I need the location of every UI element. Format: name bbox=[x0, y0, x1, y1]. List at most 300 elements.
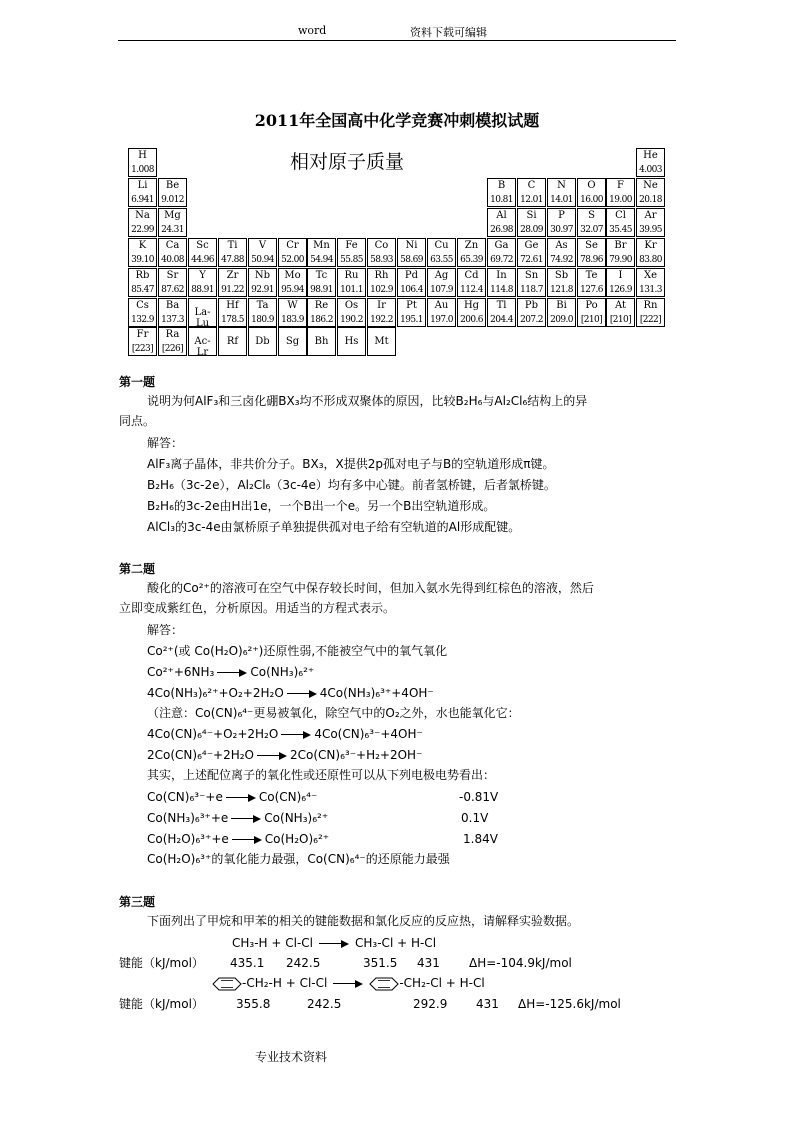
element-cell-b bbox=[487, 178, 516, 207]
eq3-right: 4Co(CN)₆³⁻+4OH⁻ bbox=[314, 727, 423, 741]
element-mass: 114.8 bbox=[490, 285, 513, 295]
element-cell-w bbox=[278, 298, 307, 327]
element-mass: 112.4 bbox=[460, 285, 483, 295]
potential-row-1 bbox=[147, 790, 317, 804]
element-mass: 126.9 bbox=[609, 285, 632, 295]
element-mass: 200.6 bbox=[460, 315, 483, 325]
potential-value-2: 0.1V bbox=[461, 811, 489, 825]
element-mass: 207.2 bbox=[520, 315, 543, 325]
element-mass: 137.3 bbox=[161, 315, 184, 325]
element-cell-bi bbox=[547, 298, 576, 327]
element-symbol: Li bbox=[137, 180, 148, 191]
reaction-1-left: CH₃-H + Cl-Cl bbox=[232, 936, 314, 950]
q2-question-line-1: 酸化的Co²⁺的溶液可在空气中保存较长时间，但加入氨水先得到红棕色的溶液，然后 bbox=[147, 581, 594, 595]
eq2-left: 4Co(NH₃)₆²⁺+O₂+2H₂O bbox=[147, 686, 284, 700]
q2-equation-3 bbox=[147, 727, 423, 741]
element-symbol: Si bbox=[526, 210, 537, 221]
element-symbol: Au bbox=[434, 300, 449, 311]
q2-note: （注意：Co(CN)₆⁴⁻更易被氧化，除空气中的O₂之外，水也能氧化它： bbox=[147, 706, 520, 720]
element-mass: 74.92 bbox=[550, 255, 573, 265]
element-mass: 186.2 bbox=[310, 315, 333, 325]
element-symbol: Ti bbox=[227, 240, 238, 251]
element-mass: 183.9 bbox=[281, 315, 304, 325]
q2-answer-line-1: Co²⁺(或 Co(H₂O)₆²⁺)还原性弱,不能被空气中的氧气氧化 bbox=[147, 644, 448, 658]
element-mass: 44.96 bbox=[191, 255, 214, 265]
element-cell-rf bbox=[218, 327, 247, 356]
element-mass: 4.003 bbox=[639, 165, 662, 175]
q2-answer-line-3: Co(H₂O)₆³⁺的氧化能力最强，Co(CN)₆⁴⁻的还原能力最强 bbox=[147, 852, 450, 866]
element-cell-au bbox=[427, 298, 456, 327]
element-cell-ga bbox=[487, 238, 516, 267]
element-mass: 78.96 bbox=[580, 255, 603, 265]
element-symbol: Bi bbox=[556, 300, 567, 311]
periodic-table bbox=[128, 148, 668, 358]
element-cell-te bbox=[577, 268, 606, 297]
element-symbol: Na bbox=[135, 210, 150, 221]
element-cell-hg bbox=[457, 298, 486, 327]
element-symbol: Re bbox=[314, 300, 329, 311]
q1-question-line-1: 说明为何AlF₃和三卤化硼BX₃均不形成双聚体的原因，比较B₂H₆与Al₂Cl₆结构上的异 bbox=[147, 394, 588, 408]
element-mass: 20.18 bbox=[639, 195, 662, 205]
potential-right: Co(NH₃)₆²⁺ bbox=[264, 811, 329, 825]
element-cell-bh bbox=[307, 327, 336, 356]
element-symbol: As bbox=[555, 240, 568, 251]
element-cell-sr bbox=[158, 268, 187, 297]
element-mass: 12.01 bbox=[520, 195, 543, 205]
element-cell-fe bbox=[337, 238, 366, 267]
bond-energy-1a: 435.1 bbox=[230, 956, 265, 970]
reaction-1-right: CH₃-Cl + H-Cl bbox=[355, 936, 437, 950]
element-symbol: He bbox=[643, 150, 658, 161]
element-mass: 30.97 bbox=[550, 225, 573, 235]
potential-row-2 bbox=[147, 811, 328, 825]
element-cell-p bbox=[547, 208, 576, 237]
element-cell-po bbox=[577, 298, 606, 327]
element-mass: 39.95 bbox=[639, 225, 662, 235]
element-cell-in bbox=[487, 268, 516, 297]
element-symbol: Ar bbox=[644, 210, 657, 221]
element-mass: [210] bbox=[609, 315, 632, 325]
element-cell-ne bbox=[636, 178, 665, 207]
element-cell-se bbox=[577, 238, 606, 267]
element-cell-ni bbox=[397, 238, 426, 267]
element-symbol: Sb bbox=[554, 270, 569, 281]
bond-energy-2a: 355.8 bbox=[236, 997, 271, 1011]
element-cell-co bbox=[367, 238, 396, 267]
q2-equation-4 bbox=[147, 748, 422, 762]
element-symbol: H bbox=[138, 150, 147, 161]
bond-energy-label-1: 键能（kJ/mol） bbox=[119, 956, 204, 970]
bond-energy-1c: 351.5 bbox=[363, 956, 398, 970]
element-symbol: V bbox=[258, 240, 267, 251]
element-cell-cr bbox=[278, 238, 307, 267]
element-cell-o bbox=[577, 178, 606, 207]
element-symbol: K bbox=[138, 240, 147, 251]
element-symbol: Sg bbox=[285, 336, 300, 347]
element-symbol: Ge bbox=[524, 240, 539, 251]
reaction-2-left: -CH₂-H + Cl-Cl bbox=[242, 976, 328, 990]
element-cell-k bbox=[128, 238, 157, 267]
element-symbol: Rb bbox=[135, 270, 150, 281]
element-mass: 91.22 bbox=[221, 285, 244, 295]
bond-energy-2c: 292.9 bbox=[413, 997, 448, 1011]
arrow-right-icon bbox=[257, 752, 287, 760]
element-cell-v bbox=[248, 238, 277, 267]
benzene-ring-icon bbox=[212, 977, 242, 991]
element-cell-y bbox=[188, 268, 217, 297]
element-symbol: Rn bbox=[643, 300, 658, 311]
element-cell-sg bbox=[278, 327, 307, 356]
potential-right: Co(H₂O)₆²⁺ bbox=[264, 832, 330, 846]
element-cell-ta bbox=[248, 298, 277, 327]
element-mass: 9.012 bbox=[161, 195, 184, 205]
element-cell-rb bbox=[128, 268, 157, 297]
element-mass: 55.85 bbox=[340, 255, 363, 265]
q3-reaction-2 bbox=[212, 976, 485, 991]
element-mass: 39.10 bbox=[131, 255, 154, 265]
element-symbol: Cl bbox=[615, 210, 626, 221]
element-symbol: Ac-Lr bbox=[194, 336, 211, 356]
bond-energy-label-2: 键能（kJ/mol） bbox=[119, 997, 204, 1011]
element-cell-pb bbox=[517, 298, 546, 327]
element-cell-h bbox=[128, 148, 157, 177]
element-mass: 83.80 bbox=[639, 255, 662, 265]
header-rule bbox=[118, 40, 676, 41]
element-symbol: Hs bbox=[344, 336, 359, 347]
element-mass: 47.88 bbox=[221, 255, 244, 265]
element-symbol: La-Lu bbox=[194, 307, 211, 327]
element-symbol: In bbox=[496, 270, 507, 281]
element-mass: 79.90 bbox=[609, 255, 632, 265]
element-cell-rn bbox=[636, 298, 665, 327]
element-cell-re bbox=[307, 298, 336, 327]
element-cell-be bbox=[158, 178, 187, 207]
bond-energy-1d: 431 bbox=[417, 956, 440, 970]
element-mass: 54.94 bbox=[310, 255, 333, 265]
element-symbol: Al bbox=[496, 210, 507, 221]
element-cell-xe bbox=[636, 268, 665, 297]
element-mass: 22.99 bbox=[131, 225, 154, 235]
element-symbol: Sc bbox=[196, 240, 209, 251]
bond-energy-2d: 431 bbox=[476, 997, 499, 1011]
element-cell-sc bbox=[188, 238, 217, 267]
element-symbol: Db bbox=[255, 336, 270, 347]
element-cell-ra bbox=[158, 327, 187, 356]
element-mass: 52.00 bbox=[281, 255, 304, 265]
element-mass: 209.0 bbox=[550, 315, 573, 325]
q2-answer-line-2: 其实，上述配位离子的氧化性或还原性可以从下列电极电势看出： bbox=[147, 768, 496, 782]
potential-value-3: 1.84V bbox=[463, 832, 498, 846]
element-symbol: Kr bbox=[644, 240, 657, 251]
element-cell-i bbox=[606, 268, 635, 297]
element-mass: 24.31 bbox=[161, 225, 184, 235]
element-symbol: Be bbox=[165, 180, 180, 191]
element-symbol: Ag bbox=[434, 270, 449, 281]
element-mass: 87.62 bbox=[161, 285, 184, 295]
page-title: 2011年全国高中化学竞赛冲刺模拟试题 bbox=[254, 111, 540, 130]
element-cell-hf bbox=[218, 298, 247, 327]
element-cell-os bbox=[337, 298, 366, 327]
element-mass: 63.55 bbox=[430, 255, 453, 265]
element-mass: 72.61 bbox=[520, 255, 543, 265]
element-cell-rh bbox=[367, 268, 396, 297]
element-symbol: Hg bbox=[463, 300, 480, 311]
element-cell-ti bbox=[218, 238, 247, 267]
q2-answer-label: 解答： bbox=[147, 623, 184, 637]
arrow-right-icon bbox=[231, 815, 261, 823]
element-mass: 88.91 bbox=[191, 285, 214, 295]
element-symbol: Mn bbox=[313, 240, 330, 251]
element-cell-zn bbox=[457, 238, 486, 267]
element-mass: 192.2 bbox=[370, 315, 393, 325]
element-symbol: N bbox=[557, 180, 566, 191]
header-left: word bbox=[298, 24, 327, 37]
enthalpy-1: ΔH=-104.9kJ/mol bbox=[469, 956, 572, 970]
q1-answer-label: 解答： bbox=[147, 436, 184, 450]
element-cell-mo bbox=[278, 268, 307, 297]
element-symbol: Bh bbox=[314, 336, 329, 347]
element-symbol: Ni bbox=[405, 240, 418, 251]
element-symbol: Zr bbox=[226, 270, 239, 281]
element-mass: 65.39 bbox=[460, 255, 483, 265]
element-symbol: Mo bbox=[284, 270, 301, 281]
element-cell-nb bbox=[248, 268, 277, 297]
periodic-table-title: 相对原子质量 bbox=[290, 151, 405, 173]
element-cell-kr bbox=[636, 238, 665, 267]
element-mass: 92.91 bbox=[251, 285, 274, 295]
potential-left: Co(NH₃)₆³⁺+e bbox=[147, 811, 229, 825]
element-cell-f bbox=[606, 178, 635, 207]
element-symbol: Se bbox=[585, 240, 598, 251]
element-mass: 50.94 bbox=[251, 255, 274, 265]
element-cell-ru bbox=[337, 268, 366, 297]
element-symbol: I bbox=[618, 270, 623, 281]
arrow-right-icon bbox=[333, 980, 363, 988]
q1-heading: 第一题 bbox=[119, 375, 156, 389]
element-mass: 190.2 bbox=[340, 315, 363, 325]
bond-energy-1b: 242.5 bbox=[286, 956, 321, 970]
element-symbol: Rf bbox=[226, 336, 239, 347]
arrow-right-icon bbox=[217, 669, 247, 677]
element-symbol: Nb bbox=[254, 270, 271, 281]
element-symbol: Fr bbox=[136, 329, 149, 340]
element-symbol: Ca bbox=[165, 240, 180, 251]
potential-left: Co(H₂O)₆³⁺+e bbox=[147, 832, 229, 846]
element-mass: 26.98 bbox=[490, 225, 513, 235]
potential-value-1: -0.81V bbox=[459, 790, 499, 804]
element-mass: 16.00 bbox=[580, 195, 603, 205]
element-mass: 197.0 bbox=[430, 315, 453, 325]
element-symbol: Zn bbox=[464, 240, 479, 251]
element-cell-li bbox=[128, 178, 157, 207]
element-mass: 35.45 bbox=[609, 225, 632, 235]
arrow-right-icon bbox=[319, 940, 349, 948]
element-cell-ba bbox=[158, 298, 187, 327]
element-mass: 85.47 bbox=[131, 285, 154, 295]
q1-answer-line-1: AlF₃离子晶体，非共价分子。BX₃，X提供2p孤对电子与B的空轨道形成π键。 bbox=[147, 457, 555, 471]
element-cell-la-lu bbox=[188, 298, 217, 327]
element-mass: 1.008 bbox=[131, 165, 154, 175]
element-cell-ag bbox=[427, 268, 456, 297]
element-cell-at bbox=[606, 298, 635, 327]
element-symbol: Sn bbox=[524, 270, 539, 281]
element-mass: 14.01 bbox=[550, 195, 573, 205]
element-mass: [226] bbox=[161, 344, 184, 354]
element-cell-pd bbox=[397, 268, 426, 297]
element-cell-s bbox=[577, 208, 606, 237]
header-right: 资料下载可编辑 bbox=[410, 26, 487, 39]
element-mass: 69.72 bbox=[490, 255, 513, 265]
element-cell-mg bbox=[158, 208, 187, 237]
element-mass: 98.91 bbox=[310, 285, 333, 295]
element-mass: 107.9 bbox=[430, 285, 453, 295]
element-cell-ca bbox=[158, 238, 187, 267]
element-mass: 19.00 bbox=[609, 195, 632, 205]
element-cell-cu bbox=[427, 238, 456, 267]
element-cell-cl bbox=[606, 208, 635, 237]
element-mass: 58.69 bbox=[400, 255, 423, 265]
element-mass: 127.6 bbox=[580, 285, 603, 295]
q3-reaction-1 bbox=[232, 936, 436, 950]
element-symbol: Pd bbox=[404, 270, 419, 281]
element-symbol: Ba bbox=[165, 300, 180, 311]
element-symbol: B bbox=[497, 180, 506, 191]
element-symbol: Pb bbox=[524, 300, 539, 311]
element-cell-zr bbox=[218, 268, 247, 297]
eq2-right: 4Co(NH₃)₆³⁺+4OH⁻ bbox=[319, 686, 434, 700]
element-cell-db bbox=[248, 327, 277, 356]
potential-right: Co(CN)₆⁴⁻ bbox=[258, 790, 318, 804]
element-symbol: Tc bbox=[315, 270, 328, 281]
element-cell-pt bbox=[397, 298, 426, 327]
element-mass: [210] bbox=[580, 315, 603, 325]
element-mass: 118.7 bbox=[520, 285, 543, 295]
potential-left: Co(CN)₆³⁻+e bbox=[147, 790, 223, 804]
element-mass: 178.5 bbox=[221, 315, 244, 325]
element-symbol: At bbox=[614, 300, 627, 311]
element-cell-as bbox=[547, 238, 576, 267]
element-symbol: Ga bbox=[494, 240, 509, 251]
element-cell-ir bbox=[367, 298, 396, 327]
element-mass: 32.07 bbox=[580, 225, 603, 235]
element-symbol: W bbox=[287, 300, 298, 311]
eq3-left: 4Co(CN)₆⁴⁻+O₂+2H₂O bbox=[147, 727, 279, 741]
element-symbol: Sr bbox=[166, 270, 179, 281]
eq4-right: 2Co(CN)₆³⁻+H₂+2OH⁻ bbox=[290, 748, 423, 762]
arrow-right-icon bbox=[232, 836, 262, 844]
element-symbol: Ir bbox=[377, 300, 386, 311]
element-mass: 40.08 bbox=[161, 255, 184, 265]
element-cell-fr bbox=[128, 327, 157, 356]
q1-answer-line-4: AlCl₃的3c-4e由氯桥原子单独提供孤对电子给有空轨道的Al形成配键。 bbox=[147, 520, 521, 534]
element-cell-cd bbox=[457, 268, 486, 297]
element-symbol: Pt bbox=[406, 300, 417, 311]
element-mass: 121.8 bbox=[550, 285, 573, 295]
element-symbol: Po bbox=[585, 300, 598, 311]
q3-question: 下面列出了甲烷和甲苯的相关的键能数据和氯化反应的反应热，请解释实验数据。 bbox=[147, 914, 580, 928]
element-cell-he bbox=[636, 148, 665, 177]
element-cell-sb bbox=[547, 268, 576, 297]
arrow-right-icon bbox=[281, 731, 311, 739]
element-cell-tl bbox=[487, 298, 516, 327]
benzene-ring-icon bbox=[369, 977, 399, 991]
element-symbol: Cd bbox=[464, 270, 479, 281]
element-symbol: Ru bbox=[344, 270, 359, 281]
element-symbol: Rh bbox=[374, 270, 389, 281]
element-cell-cs bbox=[128, 298, 157, 327]
q1-answer-line-3: B₂H₆的3c-2e由H出1e，一个B出一个e。另一个B出空轨道形成。 bbox=[147, 499, 496, 513]
q2-equation-1 bbox=[147, 665, 314, 679]
element-cell-sn bbox=[517, 268, 546, 297]
element-symbol: Ta bbox=[256, 300, 269, 311]
element-mass: [223] bbox=[131, 344, 154, 354]
eq1-right: Co(NH₃)₆²⁺ bbox=[250, 665, 315, 679]
element-cell-si bbox=[517, 208, 546, 237]
element-mass: 195.1 bbox=[400, 315, 423, 325]
potential-row-3 bbox=[147, 832, 329, 846]
element-cell-mn bbox=[307, 238, 336, 267]
element-symbol: Fe bbox=[345, 240, 358, 251]
element-mass: [222] bbox=[639, 315, 662, 325]
bond-energy-2b: 242.5 bbox=[307, 997, 342, 1011]
element-mass: 102.9 bbox=[370, 285, 393, 295]
element-symbol: Ne bbox=[643, 180, 658, 191]
enthalpy-2: ΔH=-125.6kJ/mol bbox=[518, 997, 621, 1011]
element-symbol: Te bbox=[585, 270, 598, 281]
element-symbol: Cs bbox=[136, 300, 149, 311]
q2-equation-2 bbox=[147, 686, 434, 700]
q3-heading: 第三题 bbox=[119, 895, 156, 909]
element-symbol: Cr bbox=[286, 240, 299, 251]
footer: 专业技术资料 bbox=[255, 1050, 328, 1064]
element-symbol: Cu bbox=[434, 240, 449, 251]
element-cell-na bbox=[128, 208, 157, 237]
element-mass: 101.1 bbox=[340, 285, 363, 295]
element-cell-al bbox=[487, 208, 516, 237]
element-mass: 204.4 bbox=[490, 315, 513, 325]
element-cell-hs bbox=[337, 327, 366, 356]
element-cell-ac-lr bbox=[188, 327, 217, 356]
arrow-right-icon bbox=[287, 690, 317, 698]
element-symbol: Hf bbox=[226, 300, 239, 311]
element-symbol: F bbox=[617, 180, 624, 191]
element-mass: 95.94 bbox=[281, 285, 304, 295]
element-symbol: Ra bbox=[165, 329, 180, 340]
eq1-left: Co²⁺+6NH₃ bbox=[147, 665, 215, 679]
element-mass: 131.3 bbox=[639, 285, 662, 295]
element-cell-ar bbox=[636, 208, 665, 237]
q1-answer-line-2: B₂H₆（3c-2e），Al₂Cl₆（3c-4e）均有多中心键。前者氢桥键，后者氯桥键。 bbox=[147, 478, 556, 492]
element-mass: 132.9 bbox=[131, 315, 154, 325]
element-cell-tc bbox=[307, 268, 336, 297]
element-symbol: Tl bbox=[496, 300, 507, 311]
element-symbol: Co bbox=[374, 240, 389, 251]
element-cell-c bbox=[517, 178, 546, 207]
eq4-left: 2Co(CN)₆⁴⁻+2H₂O bbox=[147, 748, 254, 762]
element-cell-ge bbox=[517, 238, 546, 267]
q1-question-line-2: 同点。 bbox=[119, 414, 156, 428]
element-symbol: Mt bbox=[374, 336, 389, 347]
element-symbol: Os bbox=[344, 300, 359, 311]
element-symbol: C bbox=[527, 180, 536, 191]
element-mass: 10.81 bbox=[490, 195, 513, 205]
element-symbol: Mg bbox=[164, 210, 181, 221]
q2-heading: 第二题 bbox=[119, 562, 156, 576]
element-symbol: Y bbox=[199, 270, 206, 281]
element-symbol: S bbox=[588, 210, 595, 221]
element-mass: 28.09 bbox=[520, 225, 543, 235]
q2-question-line-2: 立即变成紫红色，分析原因。用适当的方程式表示。 bbox=[119, 601, 396, 615]
